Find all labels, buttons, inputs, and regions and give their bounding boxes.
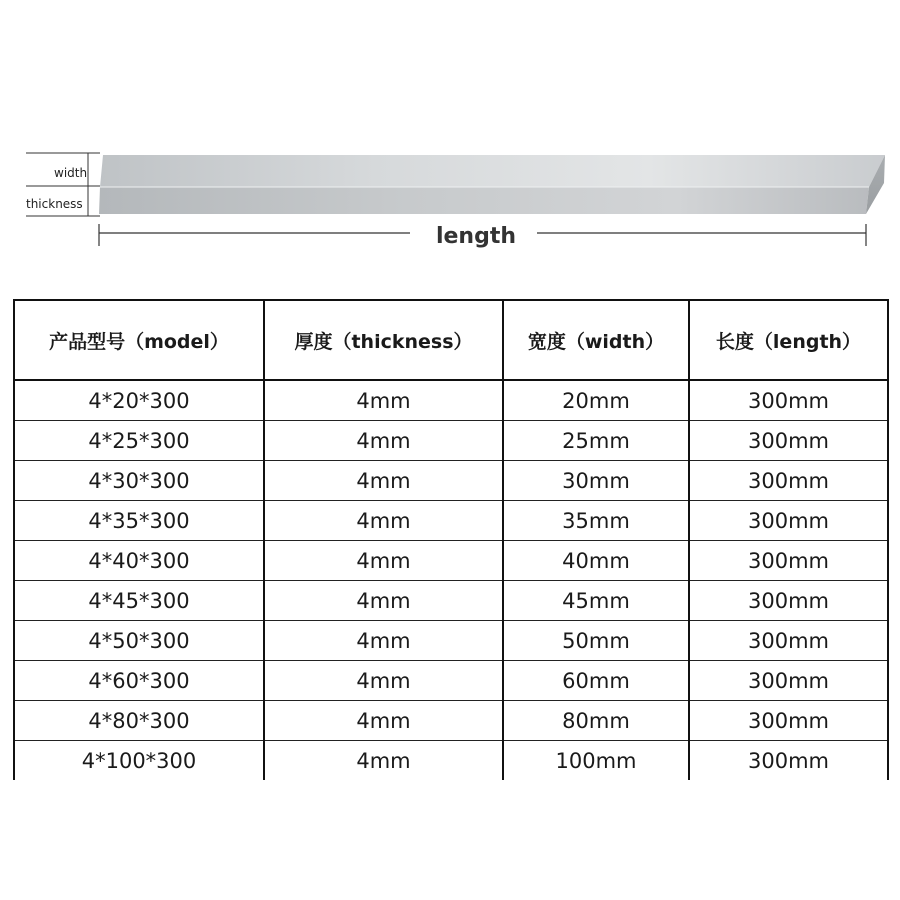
cell-model: 4*25*300: [14, 421, 264, 461]
cell-width: 50mm: [503, 621, 689, 661]
spec-table: [13, 299, 889, 780]
cell-thickness: 4mm: [264, 541, 503, 581]
cell-thickness: 4mm: [264, 501, 503, 541]
cell-model: 4*50*300: [14, 621, 264, 661]
cell-model: 4*30*300: [14, 461, 264, 501]
cell-model: 4*45*300: [14, 581, 264, 621]
table-row: [14, 541, 888, 581]
cell-model: 4*100*300: [14, 741, 264, 781]
cell-length: 300mm: [689, 701, 888, 741]
table-row: [14, 501, 888, 541]
table-row: [14, 421, 888, 461]
header-length: 长度（length）: [689, 300, 888, 380]
cell-length: 300mm: [689, 621, 888, 661]
steel-bar-diagram: [0, 0, 900, 270]
cell-thickness: 4mm: [264, 421, 503, 461]
header-model: 产品型号（model）: [14, 300, 264, 380]
table-row: [14, 661, 888, 701]
cell-length: 300mm: [689, 741, 888, 781]
table-row: [14, 581, 888, 621]
cell-length: 300mm: [689, 421, 888, 461]
cell-length: 300mm: [689, 501, 888, 541]
cell-model: 4*35*300: [14, 501, 264, 541]
steel-bar: [99, 155, 885, 214]
cell-width: 35mm: [503, 501, 689, 541]
thickness-label: thickness: [26, 197, 83, 211]
cell-length: 300mm: [689, 581, 888, 621]
header-width: 宽度（width）: [503, 300, 689, 380]
width-label: width: [54, 166, 88, 180]
cell-thickness: 4mm: [264, 741, 503, 781]
cell-width: 40mm: [503, 541, 689, 581]
table-row: [14, 461, 888, 501]
cell-length: 300mm: [689, 661, 888, 701]
cell-width: 30mm: [503, 461, 689, 501]
cell-model: 4*40*300: [14, 541, 264, 581]
header-thickness: 厚度（thickness）: [264, 300, 503, 380]
cell-thickness: 4mm: [264, 701, 503, 741]
cell-length: 300mm: [689, 461, 888, 501]
cell-thickness: 4mm: [264, 661, 503, 701]
cell-thickness: 4mm: [264, 461, 503, 501]
table-row: [14, 380, 888, 421]
cell-width: 45mm: [503, 581, 689, 621]
cell-width: 20mm: [503, 380, 689, 421]
table-row: [14, 621, 888, 661]
cell-width: 100mm: [503, 741, 689, 781]
cell-width: 60mm: [503, 661, 689, 701]
cell-length: 300mm: [689, 541, 888, 581]
length-label: length: [435, 224, 517, 249]
cell-width: 25mm: [503, 421, 689, 461]
cell-model: 4*80*300: [14, 701, 264, 741]
table-row: [14, 701, 888, 741]
cell-model: 4*60*300: [14, 661, 264, 701]
table-row: [14, 741, 888, 781]
cell-thickness: 4mm: [264, 380, 503, 421]
header-row: [14, 300, 888, 380]
cell-model: 4*20*300: [14, 380, 264, 421]
cell-length: 300mm: [689, 380, 888, 421]
cell-thickness: 4mm: [264, 621, 503, 661]
cell-thickness: 4mm: [264, 581, 503, 621]
cell-width: 80mm: [503, 701, 689, 741]
